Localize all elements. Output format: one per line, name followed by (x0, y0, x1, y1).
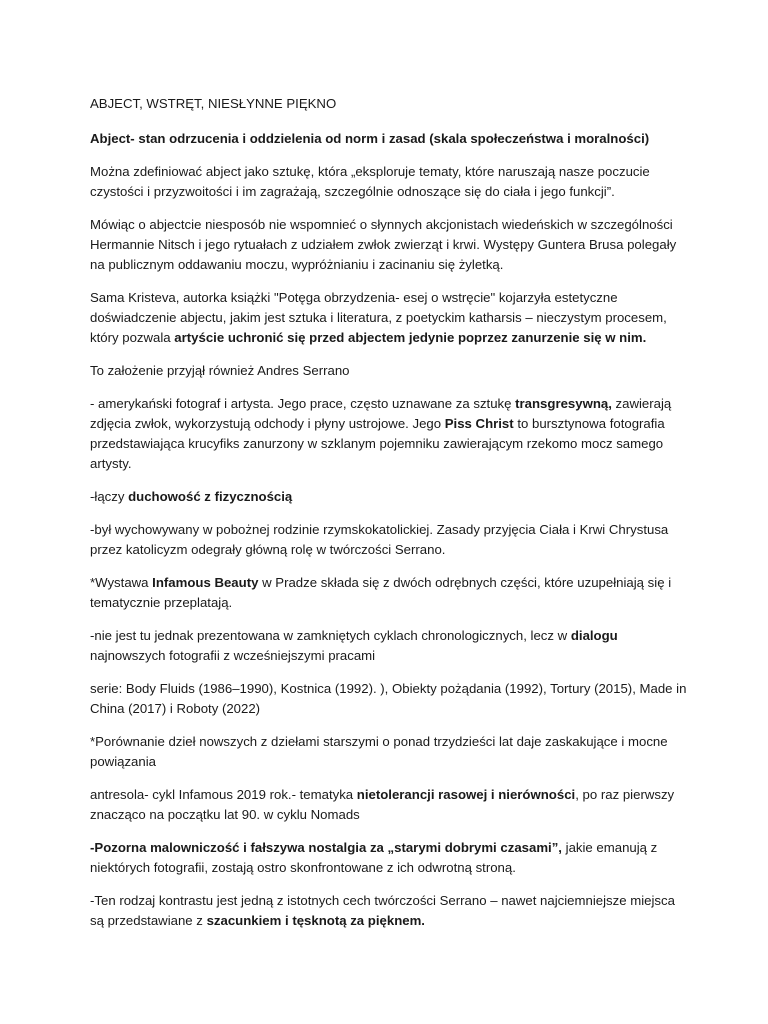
definition-paragraph (90, 129, 688, 149)
bold-run: Infamous Beauty (152, 575, 259, 590)
bold-run: Piss Christ (444, 416, 514, 431)
paragraph (90, 361, 688, 381)
text-run: *Porównanie dzieł nowszych z dziełami starszymi o ponad trzydzieści lat daje zaskakujące i mocne powiązania (90, 734, 668, 769)
text-run: Mówiąc o abjectcie niesposób nie wspomnieć o słynnych akcjonistach wiedeńskich w szczególności Hermannie Nitsch i jego rytuałach z udziałem zwłok zwierząt i krwi. Występy Guntera Brusa polegały na publicznym oddawaniu moczu, wypróżnianiu i zacinaniu się żyletką. (90, 217, 677, 272)
paragraph (90, 732, 688, 772)
bold-run: szacunkiem i tęsknotą za pięknem. (206, 913, 425, 928)
bold-run: duchowość z fizycznością (128, 489, 293, 504)
text-run: zawierają zdjęcia zwłok, wykorzystują odchody i płyny ustrojowe. Jego (90, 396, 672, 431)
text-run: -łączy (90, 489, 129, 504)
text-run: -był wychowywany w pobożnej rodzinie rzymskokatolickiej. Zasady przyjęcia Ciała i Krwi Chrystusa przez katolicyzm odegrały główną rolę w twórczości Serrano. (90, 522, 669, 557)
bold-run: -Pozorna malowniczość i fałszywa nostalgia za „starymi dobrymi czasami”, (90, 840, 562, 855)
paragraph (90, 785, 688, 825)
paragraph (90, 162, 688, 202)
paragraph (90, 520, 688, 560)
text-run: ABJECT, WSTRĘT, NIESŁYNNE PIĘKNO (90, 96, 337, 111)
document-title (90, 94, 688, 114)
text-run: najnowszych fotografii z wcześniejszymi pracami (90, 648, 376, 663)
text-run: To założenie przyjął również Andres Serrano (90, 363, 350, 378)
paragraph (90, 487, 688, 507)
text-run: - amerykański fotograf i artysta. Jego prace, często uznawane za sztukę (90, 396, 516, 411)
text-run: to bursztynowa fotografia przedstawiająca krucyfiks zanurzony w szklanym pojemniku zawierającym rzekomo mocz samego artysty. (90, 416, 665, 471)
bold-run: transgresywną, (515, 396, 612, 411)
bold-run: nietolerancji rasowej i nierówności (356, 787, 576, 802)
paragraph (90, 215, 688, 275)
paragraph (90, 891, 688, 931)
text-run: w Pradze składa się z dwóch odrębnych części, które uzupełniają się i tematycznie przeplatają. (90, 575, 672, 610)
paragraph (90, 679, 688, 719)
text-run: Można zdefiniować abject jako sztukę, która „eksploruje tematy, które naruszają nasze poczucie czystości i przyzwoitości i im zagrażają, szczególnie odnoszące się do ciała i jego funkcji”. (90, 164, 650, 199)
bold-run: Abject- stan odrzucenia i oddzielenia od norm i zasad (skala społeczeństwa i moralności) (90, 131, 650, 146)
text-run: *Wystawa (90, 575, 153, 590)
text-run: -nie jest tu jednak prezentowana w zamkniętych cyklach chronologicznych, lecz w (90, 628, 571, 643)
paragraph (90, 394, 688, 474)
text-run: Sama Kristeva, autorka książki "Potęga obrzydzenia- esej o wstręcie" kojarzyła estetyczne doświadczenie abjectu, jakim jest sztuka i literatura, z poetyckim katharsis – nieczystym procesem, który pozwala (90, 290, 667, 345)
paragraph (90, 838, 688, 878)
text-run: -Ten rodzaj kontrastu jest jedną z istotnych cech twórczości Serrano – nawet najciemniejsze miejsca są przedstawiane z (90, 893, 675, 928)
paragraph (90, 288, 688, 348)
paragraph (90, 573, 688, 613)
text-run: jakie emanują z niektórych fotografii, zostają ostro skonfrontowane z ich odwrotną stroną. (90, 840, 658, 875)
bold-run: artyście uchronić się przed abjectem jedynie poprzez zanurzenie się w nim. (174, 330, 647, 345)
text-run: serie: Body Fluids (1986–1990), Kostnica (1992). ), Obiekty pożądania (1992), Tortury (2015), Made in China (2017) i Roboty (2022) (90, 681, 687, 716)
text-run: antresola- cykl Infamous 2019 rok.- tematyka (90, 787, 357, 802)
paragraph (90, 626, 688, 666)
bold-run: dialogu (570, 628, 618, 643)
text-run: , po raz pierwszy znacząco na początku lat 90. w cyklu Nomads (90, 787, 675, 822)
